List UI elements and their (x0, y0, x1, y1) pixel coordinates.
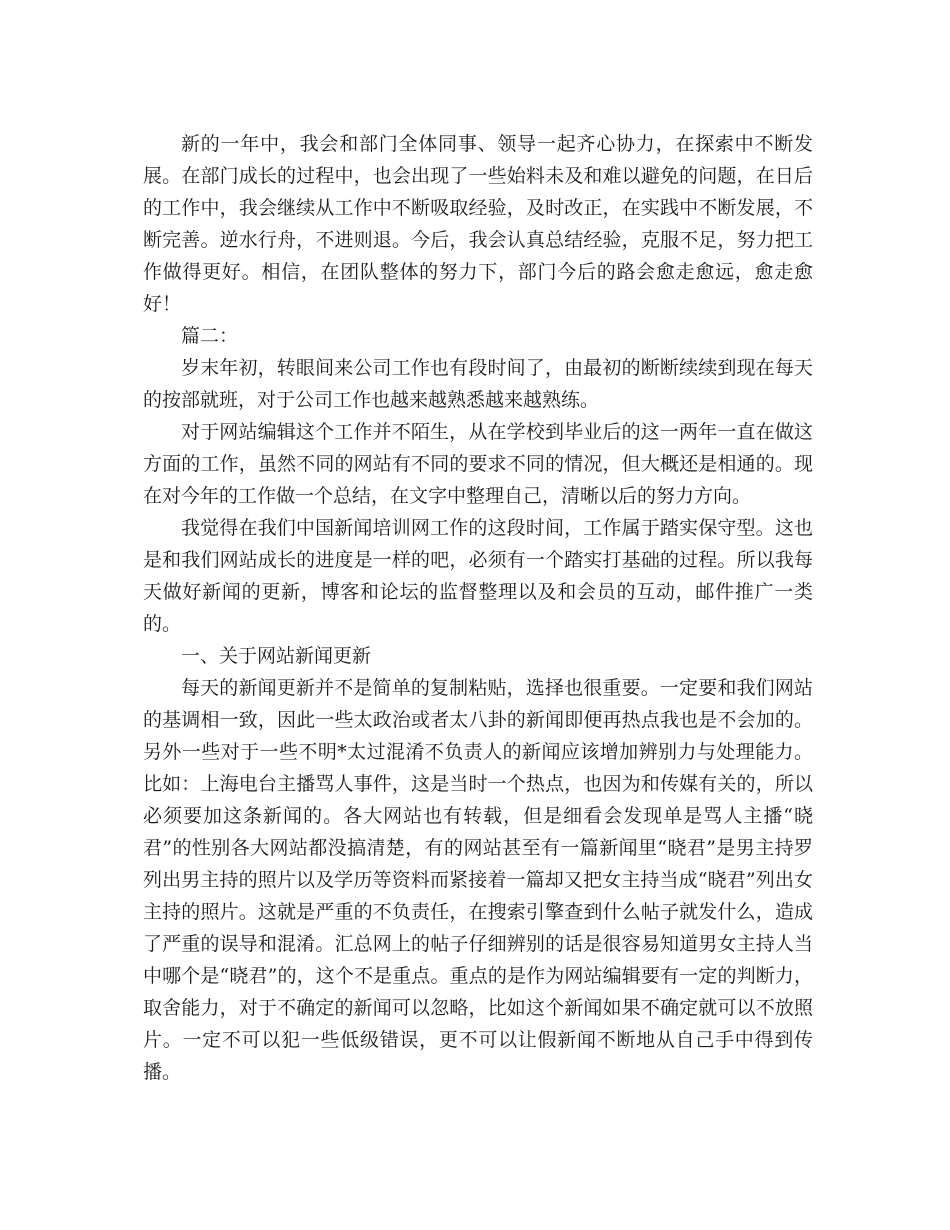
paragraph-7: 每天的新闻更新并不是简单的复制粘贴，选择也很重要。一定要和我们网站的基调相一致，因此一些太政治或者太八卦的新闻即便再热点我也是不会加的。另外一些对于一些不明*太过混淆不负责人的新闻应该增加辨别力与处理能力。比如：上海电台主播骂人事件，这是当时一个热点，也因为和传媒有关的，所以必须要加这条新闻的。各大网站也有转载，但是细看会发现单是骂人主播“晓君”的性别各大网站都没搞清楚，有的网站甚至有一篇新闻里“晓君”是男主持罗列出男主持的照片以及学历等资料而紧接着一篇却又把女主持当成“晓君”列出女主持的照片。这就是严重的不负责任，在搜索引擎查到什么帖子就发什么，造成了严重的误导和混淆。汇总网上的帖子仔细辨别的话是很容易知道男女主持人当中哪个是“晓君”的，这个不是重点。重点的是作为网站编辑要有一定的判断力，取舍能力，对于不确定的新闻可以忽略，比如这个新闻如果不确定就可以不放照片。一定不可以犯一些低级错误，更不可以让假新闻不断地从自己手中得到传播。 (143, 677, 813, 1083)
section-heading-news-update: 一、关于网站新闻更新 (181, 645, 372, 667)
paragraph-5: 我觉得在我们中国新闻培训网工作的这段时间，工作属于踏实保守型。这也是和我们网站成长的进度是一样的吧，必须有一个踏实打基础的过程。所以我每天做好新闻的更新，博客和论坛的监督整理以及和会员的互动，邮件推广一类的。 (143, 517, 813, 635)
document-body (143, 128, 813, 1088)
paragraph-1: 新的一年中，我会和部门全体同事、领导一起齐心协力，在探索中不断发展。在部门成长的过程中，也会出现了一些始料未及和难以避免的问题，在日后的工作中，我会继续从工作中不断吸取经验，及时改正，在实践中不断发展，不断完善。逆水行舟，不进则退。今后，我会认真总结经验，克服不足，努力把工作做得更好。相信，在团队整体的努力下，部门今后的路会愈走愈远，愈走愈好！ (143, 133, 813, 315)
paragraph-3: 岁末年初，转眼间来公司工作也有段时间了，由最初的断断续续到现在每天的按部就班，对于公司工作也越来越熟悉越来越熟练。 (143, 357, 813, 411)
paragraph-2-heading: 篇二： (181, 325, 239, 347)
paragraph-4: 对于网站编辑这个工作并不陌生，从在学校到毕业后的这一两年一直在做这方面的工作，虽然不同的网站有不同的要求不同的情况，但大概还是相通的。现在对今年的工作做一个总结，在文字中整理自己，清晰以后的努力方向。 (143, 421, 813, 507)
